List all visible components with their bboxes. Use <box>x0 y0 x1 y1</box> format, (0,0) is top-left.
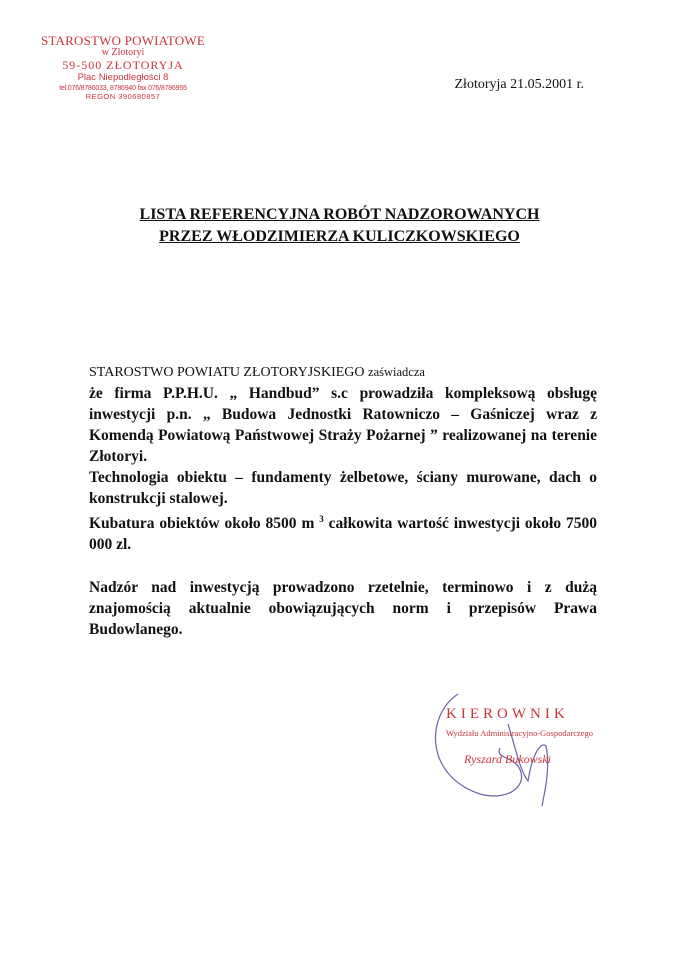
paragraph-investment: że firma P.P.H.U. „ Handbud” s.c prowadziła kompleksową obsługę inwestycji p.n. „ Budowa Jednostki Ratowniczo – Gaśniczej wraz z Komendą Powiatową Państwowej Straży Pożarnej ” realizowanej na terenie Złotoryi. <box>89 385 597 465</box>
official-stamp <box>28 34 218 100</box>
intro-line <box>89 362 597 383</box>
stamp-office-name: STAROSTWO POWIATOWE <box>41 33 205 48</box>
stamp-department: Wydziału Administracyjno-Gospodarczego <box>446 728 594 738</box>
paragraph-technology: Technologia obiektu – fundamenty żelbetowe, ściany murowane, dach o konstrukcji stalowej. <box>89 469 597 507</box>
paragraph-supervision: Nadzór nad inwestycją prowadzono rzetelnie, terminowo i z dużą znajomością aktualnie obowiązujących norm i przepisów Prawa Budowlanego. <box>89 579 597 639</box>
document-date: Złotoryja 21.05.2001 r. <box>454 77 584 92</box>
stamp-phone: tel.076/8786033, 8786940 fax 076/8786955 <box>59 84 187 92</box>
title-line-1: LISTA REFERENCYJNA ROBÓT NADZOROWANYCH <box>139 206 540 223</box>
stamp-street: Plac Niepodległości 8 <box>77 72 169 83</box>
stamp-regon: REGON 390680857 <box>85 91 161 101</box>
document-title <box>0 204 679 248</box>
certifies-word: zaświadcza <box>368 365 425 379</box>
volume-value-text: całkowita wartość inwestycji około 7500 000 zl. <box>89 515 597 554</box>
issuer-name: STAROSTWO POWIATU ZŁOTORYJSKIEGO <box>89 365 365 380</box>
stamp-postcode-city: 59-500 ZŁOTORYJA <box>62 58 184 72</box>
title-line-2: PRZEZ WŁODZIMIERZA KULICZKOWSKIEGO <box>159 228 520 245</box>
stamp-position: KIEROWNIK <box>446 706 569 722</box>
stamp-town: w Złotoryi <box>101 47 145 58</box>
stamp-signatory: Ryszard Bukowski <box>464 752 551 766</box>
volume-text: Kubatura obiektów około 8500 m <box>89 515 315 533</box>
volume-exponent: 3 <box>319 514 324 524</box>
paragraph-volume <box>89 509 597 555</box>
signature-stamp <box>420 686 650 816</box>
document-body <box>89 362 597 640</box>
